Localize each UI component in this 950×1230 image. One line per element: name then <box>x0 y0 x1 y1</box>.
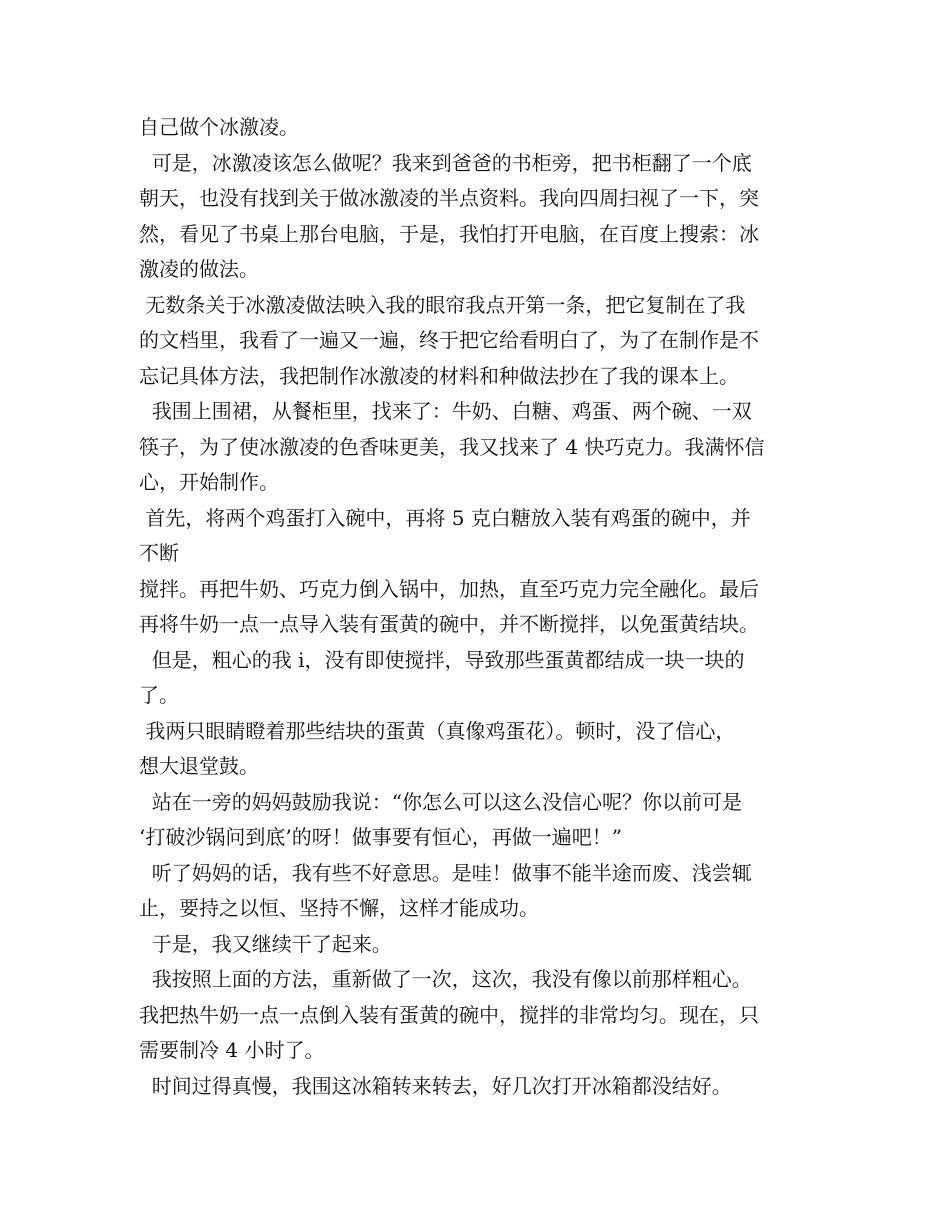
text-line: 筷子，为了使冰激凌的色香味更美，我又找来了 4 快巧克力。我满怀信 <box>139 434 765 459</box>
text-line: 我两只眼睛瞪着那些结块的蛋黄（真像鸡蛋花）。顿时，没了信心， <box>139 718 736 743</box>
text-line: 激凌的做法。 <box>139 257 259 281</box>
text-line: 时间过得真慢，我围这冰箱转来转去，好几次打开冰箱都没结好。 <box>139 1073 732 1098</box>
document-body <box>139 110 815 1104</box>
text-line: 搅拌。再把牛奶、巧克力倒入锅中，加热，直至巧克力完全融化。最后 <box>139 576 759 601</box>
text-line: 不断 <box>139 541 179 565</box>
text-line: 我按照上面的方法，重新做了一次，这次，我没有像以前那样粗心。 <box>139 967 752 991</box>
text-line: 忘记具体方法，我把制作冰激凌的材料和种做法抄在了我的课本上。 <box>139 363 739 388</box>
text-line: 听了妈妈的话，我有些不好意思。是哇！做事不能半途而废、浅尝辄 <box>139 860 752 885</box>
text-line: 然，看见了书桌上那台电脑，于是，我怕打开电脑，在百度上搜索：冰 <box>139 221 759 246</box>
text-line: 的文档里，我看了一遍又一遍，终于把它给看明白了，为了在制作是不 <box>139 328 759 352</box>
text-line: 无数条关于冰激凌做法映入我的眼帘我点开第一条，把它复制在了我 <box>139 292 746 317</box>
text-line: 了。 <box>139 683 179 707</box>
text-line: 自己做个冰激凌。 <box>139 115 299 139</box>
text-line: 首先，将两个鸡蛋打入碗中，再将 5 克白糖放入装有鸡蛋的碗中，并 <box>139 505 751 530</box>
text-line: 我围上围裙，从餐柜里，找来了：牛奶、白糖、鸡蛋、两个碗、一双 <box>139 399 752 423</box>
text-line: 止，要持之以恒、坚持不懈，这样才能成功。 <box>139 896 539 920</box>
text-line: ‘打破沙锅问到底’的呀！做事要有恒心，再做一遍吧！” <box>139 825 622 849</box>
text-line: 我把热牛奶一点一点倒入装有蛋黄的碗中，搅拌的非常均匀。现在，只 <box>139 1002 759 1027</box>
text-line: 于是，我又继续干了起来。 <box>139 931 392 956</box>
text-line: 但是，粗心的我 i，没有即使搅拌，导致那些蛋黄都结成一块一块的 <box>139 647 745 672</box>
text-line: 心，开始制作。 <box>139 470 279 494</box>
text-line: 可是，冰激凌该怎么做呢？我来到爸爸的书柜旁，把书柜翻了一个底 <box>139 150 752 175</box>
text-line: 站在一旁的妈妈鼓励我说：“你怎么可以这么没信心呢？你以前可是 <box>139 789 742 814</box>
text-line: 再将牛奶一点一点导入装有蛋黄的碗中，并不断搅拌，以免蛋黄结块。 <box>139 612 759 636</box>
text-line: 朝天，也没有找到关于做冰激凌的半点资料。我向四周扫视了一下，突 <box>139 186 759 210</box>
text-line: 想大退堂鼓。 <box>139 754 259 778</box>
text-line: 需要制冷 4 小时了。 <box>139 1038 325 1062</box>
